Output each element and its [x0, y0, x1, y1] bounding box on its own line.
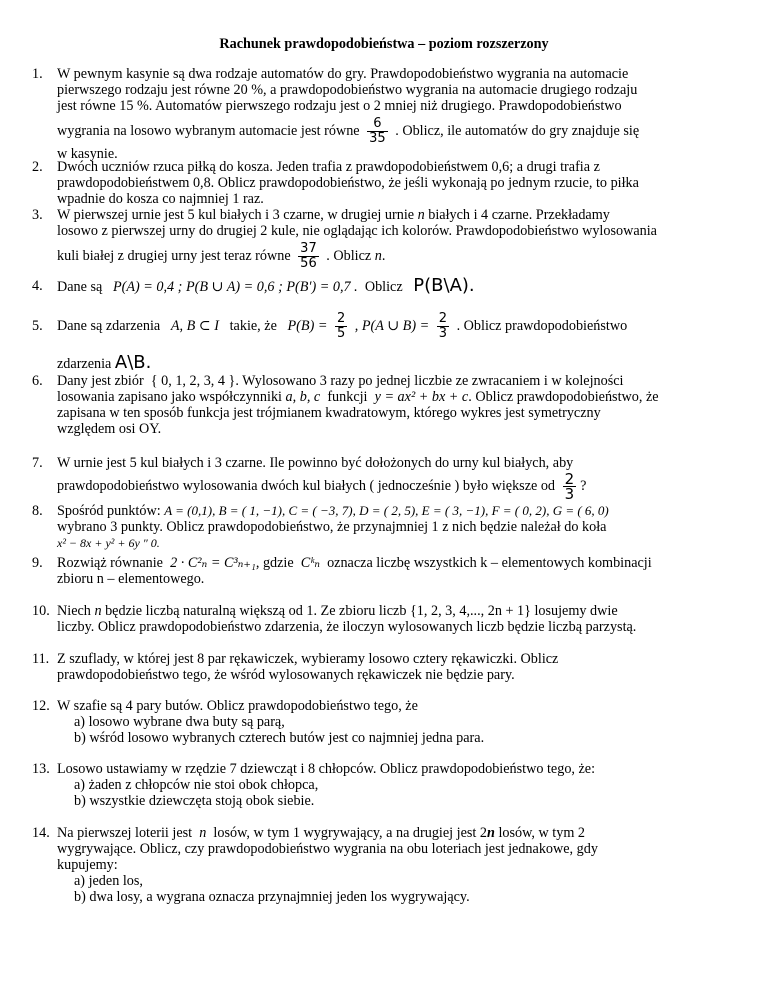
problem-number: 12. [32, 698, 50, 714]
set: { 0, 1, 2, 3, 4 } [150, 373, 236, 389]
text-line: Z szuflady, w której jest 8 par rękawiczek, wybieramy losowo cztery rękawiczki. Oblicz [57, 651, 559, 667]
problem-11 [32, 651, 737, 683]
problem-number: 2. [32, 159, 43, 175]
text-line: W pewnym kasynie są dwa rodzaje automatów do gry. Prawdopodobieństwo wygrania na automacie [57, 66, 629, 82]
problem-number: 13. [32, 761, 50, 777]
text-line: Dane są zdarzenia A, B ⊂ Ι takie, że P(B) = $\frac{2}{5}$ , P(A ∪ B) = $\frac{2}{3}$ . Oblicz prawdopodobieństwo [57, 311, 628, 342]
text-line: względem osi OY. [57, 421, 162, 437]
text: wygrania na losowo wybranym automacie jest równe [57, 123, 360, 139]
text-line: Dane są P(A) = 0,4 ; P(B ∪ A) = 0,6 ; P(B′) = 0,7 . Oblicz P(B\A). [57, 275, 475, 296]
fraction: $\frac{2}{5}$ [336, 311, 346, 342]
text-line: Dany jest zbiór { 0, 1, 2, 3, 4 }. Wylosowano 3 razy po jednej liczbie ze zwracaniem i w kolejności [57, 373, 624, 389]
sub-item: a) żaden z chłopców nie stoi obok chłopca, [74, 777, 319, 793]
set: {1, 2, 3, 4,..., 2n + 1} [409, 603, 531, 619]
text-line: W szafie są 4 pary butów. Oblicz prawdopodobieństwo tego, że [57, 698, 418, 714]
problem-number: 9. [32, 555, 43, 571]
text-line: W urnie jest 5 kul białych i 3 czarne. Ile powinno być dołożonych do urny kul białych, aby [57, 455, 574, 471]
formula-large: P(B\A). [413, 275, 475, 296]
text-line: losowo z pierwszej urny do drugiej 2 kule, nie oglądając ich kolorów. Prawdopodobieństwo wylosowania [57, 223, 657, 239]
sub-item: b) dwa losy, a wygrana oznacza przynajmniej jeden los wygrywający. [74, 889, 470, 905]
problem-number: 10. [32, 603, 50, 619]
text: . Oblicz, ile automatów do gry znajduje się [395, 123, 640, 139]
sub-item: b) wśród losowo wybranych czterech butów jest co najmniej jedna para. [74, 730, 485, 746]
text-line: Spośród punktów: A = (0,1), B = ( 1, −1), C = ( −3, 7), D = ( 2, 5), E = ( 3, −1), F = ( 0, 2), G = ( 6, 0) [57, 503, 609, 519]
problem-5 [32, 311, 737, 374]
fraction: $\frac{2}{3}$ [564, 470, 575, 504]
formula: 2 · C²ₙ = C³ₙ₊₁ [170, 555, 256, 571]
text-line: Dwóch uczniów rzuca piłką do kosza. Jeden trafia z prawdopodobieństwem 0,6; a drugi trafia z [57, 159, 600, 175]
fraction: $\frac{37}{56}$ [300, 241, 317, 272]
problem-7 [32, 455, 737, 504]
points: A = (0,1), B = ( 1, −1), C = ( −3, 7), D = ( 2, 5), E = ( 3, −1), F = ( 0, 2), G = ( 6, 0) [164, 503, 609, 518]
page-title: Rachunek prawdopodobieństwa – poziom rozszerzony [219, 36, 549, 52]
problem-number: 8. [32, 503, 43, 519]
problem-number: 14. [32, 825, 50, 841]
formula-large: A\B. [114, 352, 152, 374]
problem-14 [32, 825, 737, 905]
text-line [57, 116, 737, 146]
problem-number: 4. [32, 278, 43, 294]
problem-number: 3. [32, 207, 43, 223]
problem-number: 5. [32, 318, 43, 334]
text-line: Losowo ustawiamy w rzędzie 7 dziewcząt i 8 chłopców. Oblicz prawdopodobieństwo tego, że: [57, 761, 596, 777]
fraction: $\frac{6}{35}$ [369, 116, 386, 147]
formula: x² − 8x + y² + 6y ″ 0. [57, 536, 160, 550]
text-line: Rozwiąż równanie 2 · C²ₙ = C³ₙ₊₁, gdzie Cᵏₙ oznacza liczbę wszystkich k – elementowych kombinacji [57, 555, 652, 571]
sub-item: a) jeden los, [74, 873, 143, 889]
text-line: w kasynie. [57, 146, 118, 163]
text-line: wybrano 3 punkty. Oblicz prawdopodobieństwo, że przynajmniej 1 z nich będzie należał do koła [57, 519, 607, 535]
text-line: pierwszego rodzaju jest równe 20 %, a prawdopodobieństwo wygrania na automacie drugiego rodzaju [57, 82, 638, 98]
problem-number: 6. [32, 373, 43, 389]
problem-4 [32, 275, 737, 296]
problem-10 [32, 603, 737, 635]
formula: P(A) = 0,4 ; P(B ∪ A) = 0,6 ; P(B′) = 0,7 . [112, 279, 358, 295]
text-line: zbioru n – elementowego. [57, 571, 205, 587]
text-line: kupujemy: [57, 857, 118, 873]
text-line: W pierwszej urnie jest 5 kul białych i 3 czarne, w drugiej urnie n białych i 4 czarne. Przekładamy [57, 207, 610, 223]
problem-12 [32, 698, 737, 746]
text-line: Niech n będzie liczbą naturalną większą od 1. Ze zbioru liczb {1, 2, 3, 4,..., 2n + 1} losujemy dwie [57, 603, 618, 619]
problem-number: 11. [32, 651, 50, 667]
problem-6 [32, 373, 737, 437]
text-line: losowania zapisano jako współczynniki a, b, c funkcji y = ax² + bx + c. Oblicz prawdopodobieństwo, że [57, 389, 659, 405]
problem-2 [32, 159, 737, 207]
text-line: wpadnie do kosza co najmniej 1 raz. [57, 191, 264, 207]
text-line: prawdopodobieństwo wylosowania dwóch kul białych ( jednocześnie ) było większe od $\frac{2}{3}$ ? [57, 470, 587, 504]
text-line: Na pierwszej loterii jest n losów, w tym 1 wygrywający, a na drugiej jest 2n losów, w tym 2 [57, 825, 586, 841]
text-line: zdarzenia A\B. [57, 352, 152, 374]
problem-number: 1. [32, 66, 43, 82]
text-line: zapisana w ten sposób funkcja jest trójmianem kwadratowym, którego wykres jest symetryczny [57, 405, 601, 421]
text-line: jest równe 15 %. Automatów pierwszego rodzaju jest o 2 mniej niż drugiego. Prawdopodobieństwo [57, 98, 622, 114]
text-line: prawdopodobieństwo tego, że wśród wylosowanych rękawiczek nie będzie pary. [57, 667, 515, 683]
problem-9 [32, 555, 737, 587]
problem-8 [32, 503, 737, 551]
text-line: wygrywające. Oblicz, czy prawdopodobieństwo wygrania na obu loteriach jest jednakowe, gdy [57, 841, 598, 857]
sub-item: a) losowo wybrane dwa buty są parą, [74, 714, 285, 730]
text-line: liczby. Oblicz prawdopodobieństwo zdarzenia, że iloczyn wylosowanych liczb będzie liczbą parzystą. [57, 619, 637, 635]
problem-1 [32, 66, 737, 163]
problem-13 [32, 761, 737, 809]
text-line: kuli białej z drugiej urny jest teraz równe $\frac{37}{56}$ . Oblicz n. [57, 241, 386, 272]
problem-3 [32, 207, 737, 272]
text-line: prawdopodobieństwem 0,8. Oblicz prawdopodobieństwo, że jeśli wykonają po jednym rzucie, to piłka [57, 175, 639, 191]
fraction: $\frac{2}{3}$ [438, 311, 448, 342]
problem-number: 7. [32, 455, 43, 471]
sub-item: b) wszystkie dziewczęta stoją obok siebie. [74, 793, 315, 809]
